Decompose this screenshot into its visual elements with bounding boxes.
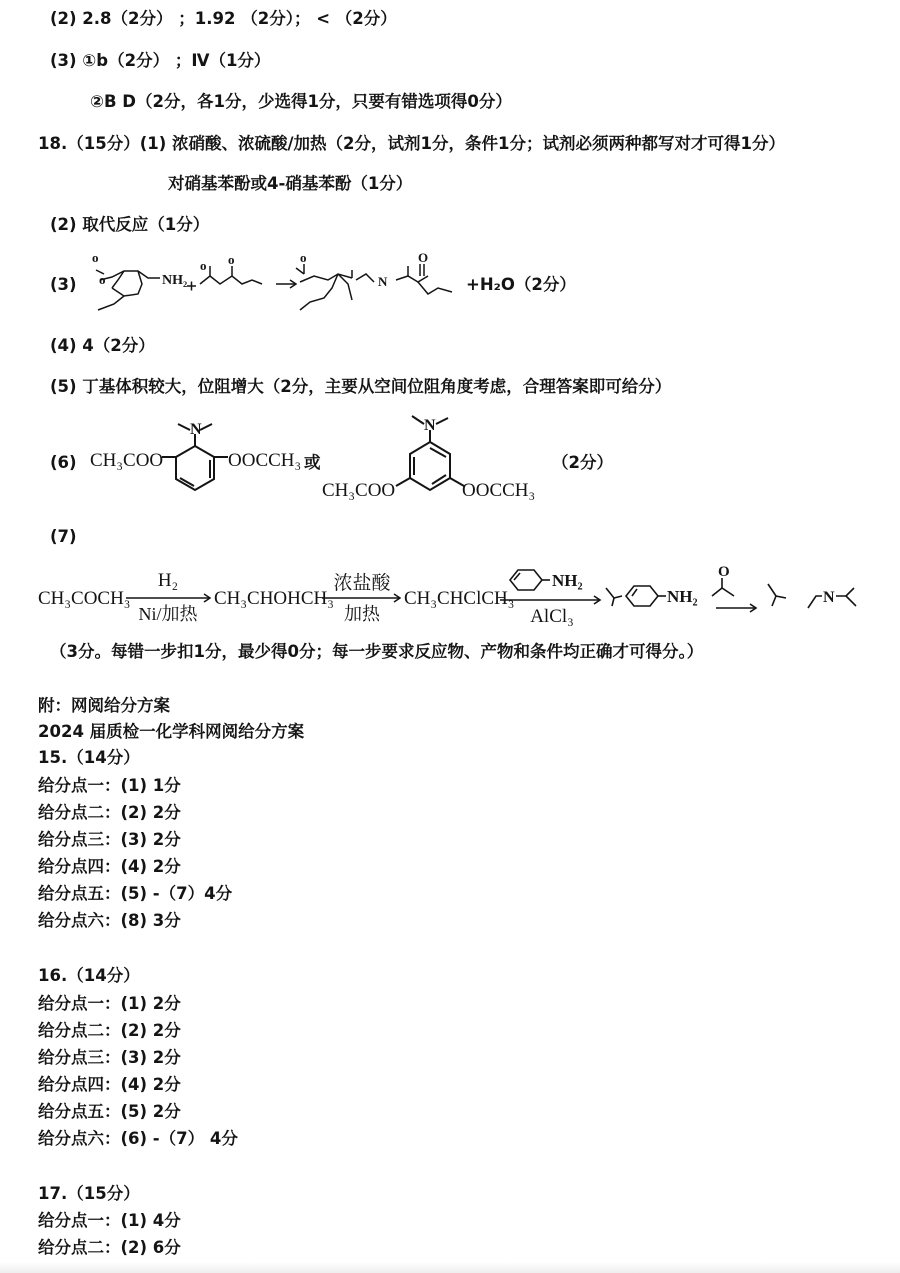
appendix-subtitle: 2024 届质检一化学科网阅给分方案 [38, 722, 305, 741]
acetate-left-2: CH₃COO [322, 480, 396, 501]
section-16-item: 给分点四：(4) 2分 [38, 1075, 181, 1094]
answer-18-3-label: (3) [50, 275, 77, 294]
answer-18-7-label: (7) [50, 527, 77, 546]
section-16-item: 给分点二：(2) 2分 [38, 1021, 181, 1040]
arrow2-condition: 加热 [344, 604, 380, 624]
acetate-left-1: CH₃COO [90, 450, 164, 471]
arrow2-reagent: 浓盐酸 [333, 573, 391, 594]
answer-18-6-label: (6) [50, 453, 77, 472]
answer-18-4: (4) 4（2分） [50, 336, 155, 355]
section-17-heading: 17.（15分） [38, 1184, 140, 1203]
acetate-right-1: OOCCH₃ [228, 450, 302, 471]
answer-17-3-part2: ②B D（2分，各1分，少选得1分，只要有错选项得0分） [90, 92, 512, 111]
or-conjunction: 或 [304, 453, 321, 472]
aniline-nh2-label: NH₂ [552, 571, 583, 590]
section-17-item: 给分点一：(1) 4分 [38, 1211, 181, 1230]
reactant-carbonyl-o: o [92, 250, 99, 265]
section-15-item: 给分点四：(4) 2分 [38, 857, 181, 876]
section-15-item: 给分点六：(8) 3分 [38, 911, 181, 930]
route-products [604, 566, 894, 616]
arrow1-reagent: H₂ [157, 570, 179, 591]
amine-nh2-label: NH₂ [162, 273, 188, 288]
arrow1-condition: Ni/加热 [138, 604, 198, 624]
svg-text:o: o [200, 258, 207, 273]
arrow3-catalyst: AlCl₃ [530, 606, 574, 627]
aniline-reagent [500, 566, 610, 606]
section-16-item: 给分点六：(6) -（7） 4分 [38, 1129, 238, 1148]
svg-text:o: o [99, 272, 106, 287]
section-17-item: 给分点二：(2) 6分 [38, 1238, 181, 1257]
section-16-item: 给分点三：(3) 2分 [38, 1048, 181, 1067]
appendix-title: 附：网阅给分方案 [38, 696, 170, 715]
section-15-item: 给分点一：(1) 1分 [38, 776, 181, 795]
amine-n-atom: N [190, 421, 202, 438]
section-15-item: 给分点三：(3) 2分 [38, 830, 181, 849]
svg-text:o: o [228, 252, 235, 267]
amine-n-atom-2: N [424, 417, 436, 434]
answer-18-7-note: （3分。每错一步扣1分，最少得0分；每一步要求反应物、产物和条件均正确才可得分。） [50, 642, 704, 661]
acetate-right-2: OOCCH₃ [462, 480, 536, 501]
section-16-item: 给分点五：(5) 2分 [38, 1102, 181, 1121]
svg-text:o: o [300, 250, 307, 265]
carbonyl-o-label: O [718, 564, 730, 580]
product-nh2-label: NH₂ [667, 587, 698, 606]
acetone-formula: CH₃COCH₃ [38, 588, 131, 609]
svg-text:O: O [418, 250, 429, 265]
answer-18-6-score: （2分） [552, 453, 613, 472]
answer-18-5: (5) 丁基体积较大，位阻增大（2分，主要从空间位阻角度考虑，合理答案即可给分） [50, 377, 672, 396]
answer-17-2: (2) 2.8（2分） ；1.92 （2分）； < （2分） [50, 9, 397, 28]
answer-18-1: 18.（15分）(1) 浓硝酸、浓硫酸/加热（2分，试剂1分，条件1分；试剂必须两种都写对才可得1分） [38, 134, 785, 153]
page-bottom-edge [0, 1262, 900, 1273]
answer-18-3-water: +H₂O（2分） [466, 275, 576, 294]
section-15-heading: 15.（14分） [38, 748, 140, 767]
answer-17-3: (3) ①b（2分） ；Ⅳ（1分） [50, 51, 271, 70]
section-16-item: 给分点一：(1) 2分 [38, 994, 181, 1013]
section-15-item: 给分点五：(5) -（7）4分 [38, 884, 233, 903]
svg-text:N: N [378, 274, 388, 289]
section-15-item: 给分点二：(2) 2分 [38, 803, 181, 822]
isopropyl-chloride-formula: CH₃CHClCH₃ [404, 588, 515, 609]
answer-18-2: (2) 取代反应（1分） [50, 215, 210, 234]
isopropanol-formula: CH₃CHOHCH₃ [214, 588, 334, 609]
section-16-heading: 16.（14分） [38, 966, 140, 985]
imine-n-label: N [823, 589, 835, 606]
answer-18-1-product: 对硝基苯酚或4-硝基苯酚（1分） [168, 174, 413, 193]
